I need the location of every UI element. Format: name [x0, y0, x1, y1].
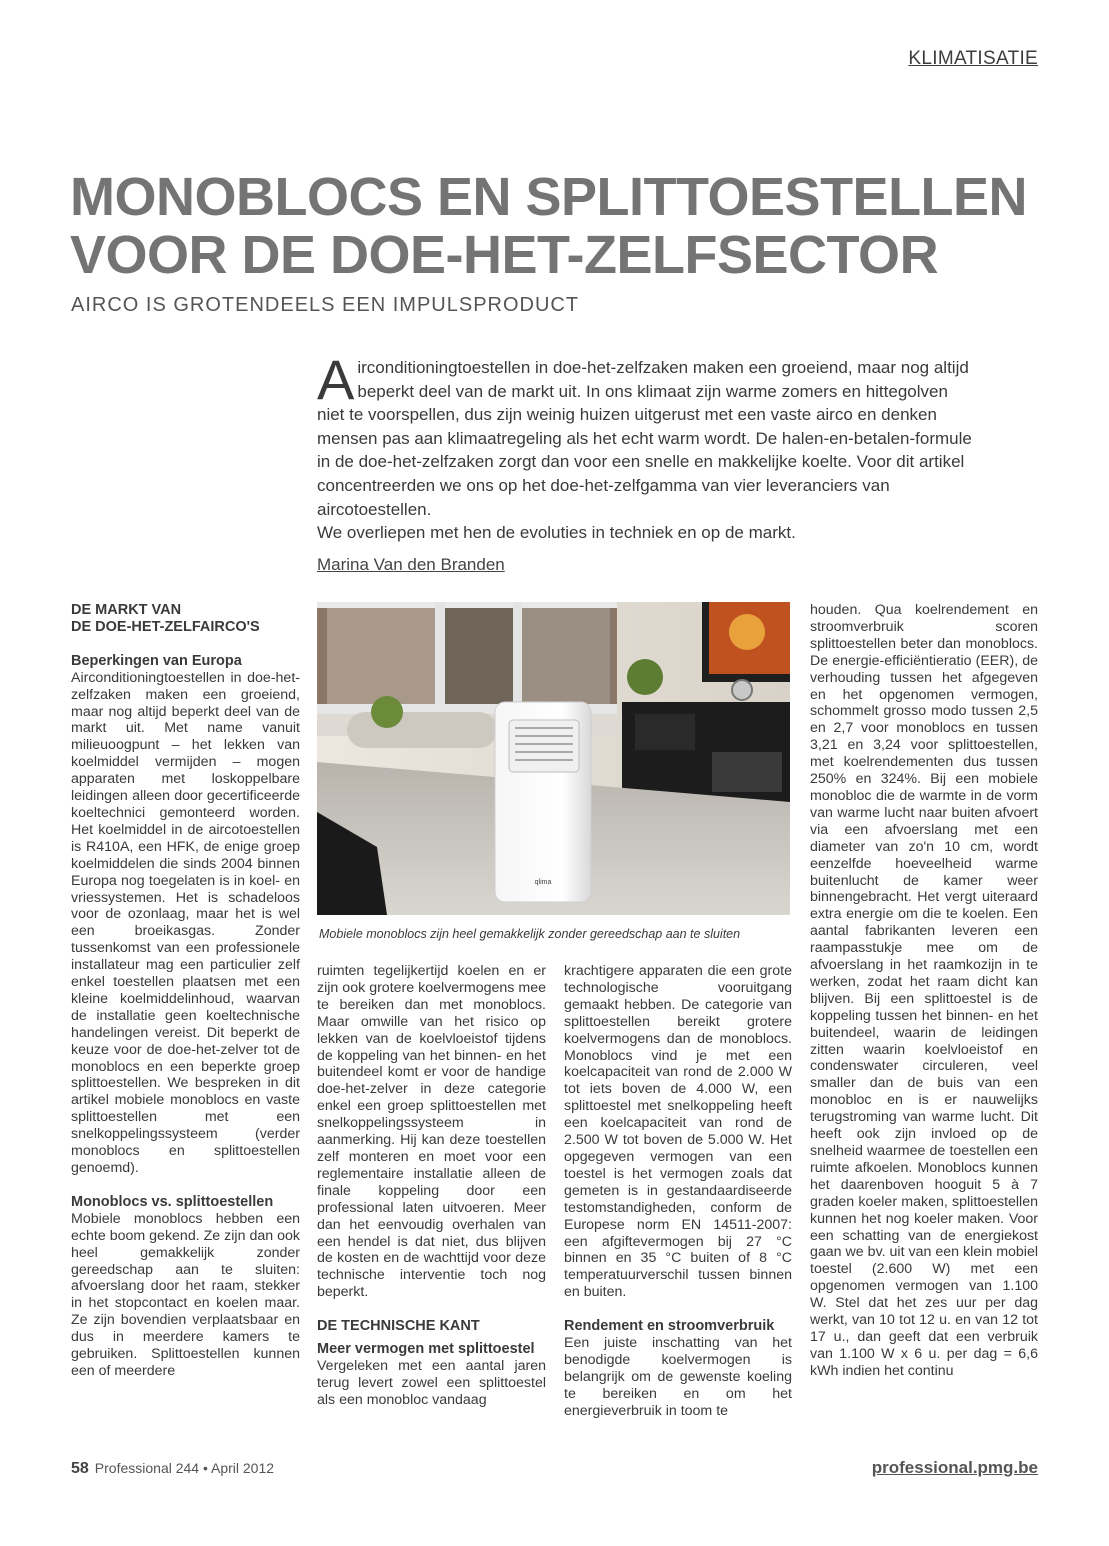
subheading-efficiency: Rendement en stroomverbruik: [564, 1318, 775, 1335]
article-photo: [317, 602, 790, 915]
column-2: [317, 963, 546, 1409]
paragraph: ruimten tegelijkertijd koelen en er zijn ook grotere koelvermogens mee te bereiken dan met monoblocs. Maar omwille van het risico op lekken van de koelvloeistof tijdens de koppeling van het binnen- en het buitendeel komt er voor de handige doe-het-zelver in deze categorie enkel een groep splittoestellen met snelkoppelingssysteem in aanmerking. Hij kan deze toestellen zelf monteren en moet voor een reglementaire installatie alleen de finale koppeling door een professional laten uitvoeren. Meer dan het eenvoudig overhalen van een hendel is dat niet, dus blijven de kosten en de wachttijd voor deze technische interventie toch nog beperkt.: [317, 963, 546, 1301]
title-line-2: VOOR DE DOE-HET-ZELFSECTOR: [70, 225, 939, 285]
photo-caption: Mobiele monoblocs zijn heel gemakkelijk zonder gereedschap aan te sluiten: [319, 927, 741, 941]
article-subtitle: AIRCO IS GROTENDEELS EEN IMPULSPRODUCT: [71, 294, 580, 316]
drop-cap: A: [317, 348, 355, 411]
intro-paragraph: irconditioningtoestellen in doe-het-zelfzaken maken een groeiend, maar nog altijd beperkt deel van de markt uit. In ons klimaat zijn warme zomers en hittegolven niet te voorspellen, dus zijn weinig huizen uitgerust met een vaste airco en denken mensen pas aan klimaatregeling als het echt warm wordt. De halen-en-betalen-formule in de doe-het-zelfzaken zorgt dan voor een snelle en makkelijke koelte. Voor dit artikel concentreerden we ons op het doe-het-zelfgamma van vier leveranciers van aircotoestellen.: [317, 358, 972, 519]
paragraph: Vergeleken met een aantal jaren terug levert zowel een splittoestel als een monobloc vandaag: [317, 1357, 546, 1408]
title-line-1: MONOBLOCS EN SPLITTOESTELLEN: [70, 167, 1028, 227]
paragraph: houden. Qua koelrendement en stroomverbruik scoren splittoestellen beter dan monoblocs. De energie-efficiëntieratio (EER), de verhouding tussen het afgegeven en het opgenomen vermogen, schommelt grosso modo tussen 2,5 en 2,7 voor monoblocs en tussen 3,21 en 3,24 voor splittoestellen, met koelrendementen dus tussen 250% en 324%. Bij een mobiele monobloc die de warmte in de vorm van warme lucht naar buiten afvoert via een afvoerslang met een diameter van zo'n 10 cm, wordt eenzelfde hoeveelheid warme buitenlucht de kamer weer binnengebracht. Het vergt uiteraard extra energie om die te koelen. Een aantal fabrikanten leveren een raampasstukje mee om de afvoerslang in het raamkozijn in te werken, zodat het raam dicht kan blijven. Bij een splittoestel is de koppeling tussen het binnen- en het buitendeel, waarin de leidingen zitten waarin koelvloeistof en condenswater circuleren, veel smaller dan de buis van een monobloc en is er nauwelijks terugstroming van warme lucht. Dit heeft ook zijn invloed op de snelheid waarmee de toestellen een ruimte afkoelen. Monoblocs kunnen het daarenboven hooguit 5 à 7 graden koeler maken, splittoestellen kunnen het nog koeler maken. Voor een schatting van de energiekost gaan we bv. uit van een klein mobiel toestel (2.600 W) met een opgenomen vermogen van 1.100 W. Stel dat het zes uur per dag werkt, van 10 tot 12 u. en van 12 tot 17 u., dan geeft dat een verbruik van 1.100 W x 6 u. per dag = 6,6 kWh indien het continu: [810, 602, 1038, 1379]
section-heading-technical: DE TECHNISCHE KANT: [317, 1318, 480, 1335]
brand-label: qlima: [534, 879, 552, 886]
publication-info: Professional 244 • April 2012: [94, 1460, 275, 1476]
intro-paragraph-2: We overliepen met hen de evoluties in techniek en op de markt.: [317, 523, 796, 543]
author-byline[interactable]: Marina Van den Branden: [317, 555, 505, 574]
website-link[interactable]: professional.pmg.be: [871, 1458, 1038, 1477]
column-4: [810, 602, 1038, 1380]
paragraph: krachtigere apparaten die een grote technologische vooruitgang gemaakt hebben. De categorie van splittoestellen bereikt grotere koelvermogens dan de monoblocs. Monoblocs vind je met een koelcapaciteit van rond de 2.000 W tot iets boven de 4.000 W, een splittoestel met snelkoppeling heeft een koelcapaciteit van rond de 2.500 W tot boven de 5.000 W. Het opgegeven vermogen van een toestel is het vermogen zoals dat gemeten is in gestandaardiseerde testomstandigheden, conform de Europese norm EN 14511-2007: een afgiftevermogen bij 27 °C binnen en 35 °C buiten of 8 °C temperatuurverschil tussen binnen en buiten.: [564, 963, 792, 1301]
subheading-more-power: Meer vermogen met splittoestel: [317, 1341, 535, 1358]
section-label: KLIMATISATIE: [908, 48, 1038, 69]
column-1: [71, 602, 300, 1380]
footer-publication: [71, 1460, 274, 1478]
subheading-europe: Beperkingen van Europa: [71, 652, 242, 669]
subheading-monoblocs-vs-split: Monoblocs vs. splittoestellen: [71, 1193, 274, 1210]
article-title: [70, 168, 1050, 284]
column-3: [564, 963, 792, 1420]
paragraph: Airconditioningtoestellen in doe-het-zelfzaken maken een groeiend, maar nog altijd beperkt deel van de markt uit. Met name vanuit milieuoogpunt – het lekken van koelmiddel vermijden – mogen apparaten met loskoppelbare leidingen alleen door gecertificeerde koeltechnici gemonteerd worden. Het koelmiddel in de aircotoestellen is R410A, een HFK, de enige groep koelmiddelen die sinds 2004 binnen Europa nog toegelaten is in koel- en vriessystemen. Het is schadeloos voor de ozonlaag, maar het is wel een broeikasgas. Zonder tussenkomst van een professionele installateur mag een particulier zelf enkel toestellen plaatsen met een kleine koelmiddelinhoud, waarvan de installatie geen koeltechnische handelingen vereist. Dit beperkt de keuze voor de doe-het-zelver tot de monoblocs en een beperkte groep splittoestellen. We bespreken in dit artikel mobiele monoblocs en vaste splittoestellen met een snelkoppelingssysteem (verder monoblocs en splittoestellen genoemd).: [71, 669, 300, 1176]
living-room-illustration: [317, 602, 790, 915]
page-number: 58: [71, 1460, 89, 1477]
section-heading-market: DE MARKT VAN DE DOE-HET-ZELFAIRCO'S: [71, 602, 260, 635]
article-intro: [317, 348, 977, 545]
paragraph: Een juiste inschatting van het benodigde koelvermogen is belangrijk om de gewenste koeling te bereiken en om het energieverbruik in toom te: [564, 1335, 792, 1419]
paragraph: Mobiele monoblocs hebben een echte boom gekend. Ze zijn dan ook heel gemakkelijk zonder gereedschap aan te sluiten: afvoerslang door het raam, stekker in het stopcontact en koelen maar. Ze zijn bovendien verplaatsbaar en dus in meerdere kamers te gebruiken. Splittoestellen kunnen een of meerdere: [71, 1210, 300, 1379]
